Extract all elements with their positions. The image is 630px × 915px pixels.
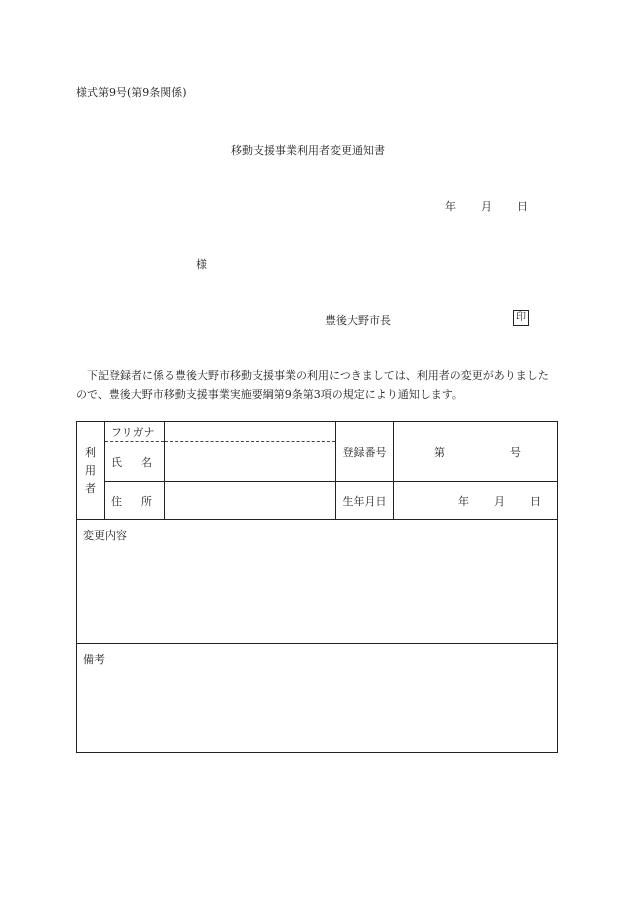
seal-mark: 印	[513, 310, 529, 326]
birth-year: 年	[458, 494, 469, 508]
remarks-cell[interactable]	[77, 644, 558, 753]
body-paragraph: 下記登録者に係る豊後大野市移動支援事業の利用につきましては、利用者の変更がありましたので、豊後大野市移動支援事業実施要綱第9条第3項の規定により通知します。	[76, 369, 549, 401]
name-field[interactable]	[165, 442, 336, 482]
remarks-label: 備考	[83, 653, 105, 666]
reg-no-label: 登録番号	[336, 422, 394, 482]
user-label: 利用者	[85, 445, 96, 495]
user-info-table	[76, 421, 558, 753]
name-label-2: 名	[141, 455, 152, 469]
changes-cell[interactable]	[77, 520, 558, 644]
address-label-1: 住	[111, 494, 122, 508]
date-line	[445, 198, 528, 214]
changes-label: 変更内容	[83, 529, 127, 542]
date-day: 日	[517, 200, 528, 213]
birth-label: 生年月日	[336, 482, 394, 520]
form-number: 様式第9号(第9条関係)	[76, 86, 187, 99]
address-label-2: 所	[141, 494, 152, 508]
reg-no-suffix: 号	[510, 445, 521, 459]
birth-day: 日	[530, 494, 541, 508]
user-label-cell	[77, 422, 105, 520]
reg-no-field[interactable]	[394, 422, 558, 482]
birth-field[interactable]	[394, 482, 558, 520]
date-month: 月	[481, 200, 492, 213]
address-label-cell	[105, 482, 165, 520]
sender-name: 豊後大野市長	[325, 314, 391, 327]
addressee-suffix: 様	[196, 258, 207, 271]
name-label-1: 氏	[111, 455, 122, 469]
furigana-label: フリガナ	[105, 422, 165, 442]
name-label-cell	[105, 442, 165, 482]
reg-no-prefix: 第	[434, 445, 445, 459]
document-title: 移動支援事業利用者変更通知書	[231, 144, 385, 157]
furigana-field[interactable]	[165, 422, 336, 442]
date-year: 年	[445, 200, 456, 213]
address-field[interactable]	[165, 482, 336, 520]
birth-month: 月	[494, 494, 505, 508]
